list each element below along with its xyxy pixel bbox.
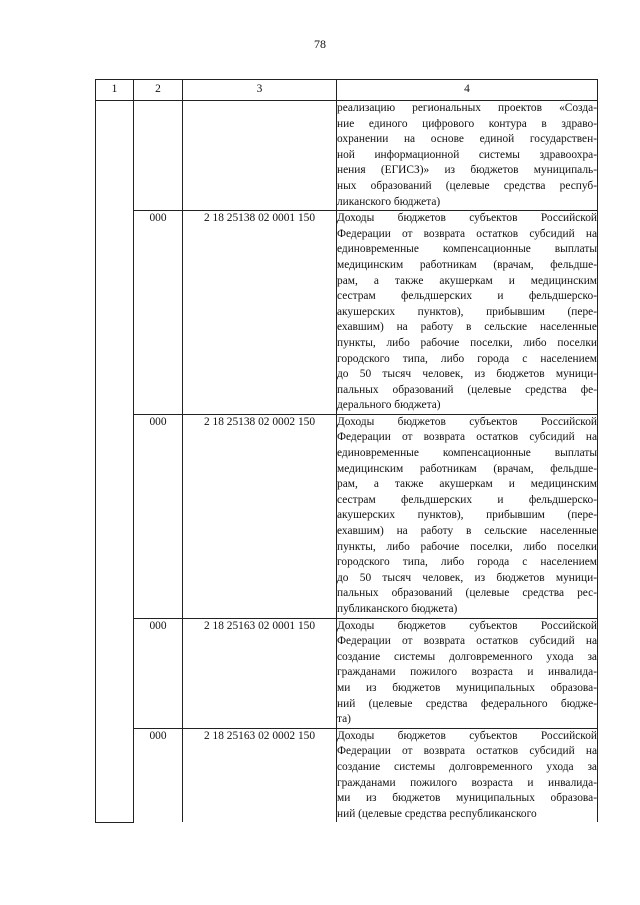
admin-code-cell: [134, 101, 183, 211]
description-line: гражданами пожилого возраста и инвалида-: [337, 776, 597, 789]
table-body: [96, 101, 598, 823]
description-line: до 50 тысяч человек, из бюджетов муници-: [337, 368, 597, 381]
description-line: ехавшим) на работу в сельские населенные: [337, 525, 597, 538]
description-line: ликанского бюджета): [337, 195, 441, 208]
table-row: [96, 728, 598, 822]
budget-classification-code-cell: 2 18 25163 02 0002 150: [183, 728, 337, 822]
table-row: [96, 414, 598, 618]
description-line: пальных образований (целевые средства фе-: [337, 383, 597, 396]
description-line: пункты, либо рабочие поселки, либо поселки: [337, 540, 597, 553]
description-line: дерального бюджета): [337, 399, 441, 412]
description-line: та): [337, 713, 351, 726]
description-line: Доходы бюджетов субъектов Российской: [337, 729, 597, 742]
description-line: Доходы бюджетов субъектов Российской: [337, 415, 597, 428]
description-line: пальных образований (целевые средства рес-: [337, 587, 597, 600]
description-line: сестрам фельдшерских и фельдшерско-: [337, 290, 597, 303]
description-line: акушерских пунктов), прибывшим (пере-: [337, 305, 597, 318]
description-line: создание системы долговременного ухода за: [337, 760, 597, 773]
description-line: реализацию региональных проектов «Созда-: [337, 102, 597, 114]
revenue-description-cell: [337, 728, 598, 822]
description-line: ной информационной системы здравоохра-: [337, 148, 597, 161]
description-line: ехавшим) на работу в сельские населенные: [337, 321, 597, 334]
description-line: акушерских пунктов), прибывшим (пере-: [337, 509, 597, 522]
description-line: Федерации от возврата остатков субсидий на: [337, 745, 597, 758]
description-line: Доходы бюджетов субъектов Российской: [337, 212, 597, 225]
budget-classification-code-cell: 2 18 25138 02 0002 150: [183, 414, 337, 618]
revenue-description-cell: [337, 618, 598, 728]
description-line: единовременные компенсационные выплаты: [337, 447, 597, 460]
description-line: нения (ЕГИСЗ)» из бюджетов муниципаль-: [337, 164, 597, 177]
table-header-row: [96, 80, 598, 101]
description-line: рам, а также акушеркам и медицинским: [337, 478, 597, 491]
table-row: [96, 211, 598, 415]
column-1-cell: [96, 101, 134, 823]
admin-code-cell: 000: [134, 414, 183, 618]
description-line: рам, а также акушеркам и медицинским: [337, 274, 597, 287]
revenue-description-cell: [337, 414, 598, 618]
description-line: ний (целевые средства республиканского: [337, 807, 537, 820]
description-line: городского типа, либо города с населением: [337, 556, 597, 569]
description-line: городского типа, либо города с населением: [337, 352, 597, 365]
description-line: сестрам фельдшерских и фельдшерско-: [337, 493, 597, 506]
table-row: [96, 101, 598, 211]
budget-revenue-table: [95, 79, 598, 823]
description-line: ний (целевые средства федерального бюдже-: [337, 697, 597, 710]
description-line: ние единого цифрового контура в здраво-: [337, 117, 597, 130]
table-row: [96, 618, 598, 728]
description-line: ми из бюджетов муниципальных образова-: [337, 792, 597, 805]
revenue-description-cell: [337, 101, 598, 211]
description-line: создание системы долговременного ухода за: [337, 650, 597, 663]
description-line: гражданами пожилого возраста и инвалида-: [337, 666, 597, 679]
description-line: медицинским работникам (врачам, фельдше-: [337, 462, 597, 475]
admin-code-cell: 000: [134, 728, 183, 822]
budget-classification-code-cell: 2 18 25163 02 0001 150: [183, 618, 337, 728]
budget-classification-code-cell: [183, 101, 337, 211]
description-line: медицинским работникам (врачам, фельдше-: [337, 258, 597, 271]
revenue-description-cell: [337, 211, 598, 415]
column-header-1: 1: [96, 80, 134, 101]
admin-code-cell: 000: [134, 618, 183, 728]
page-number: 78: [314, 37, 326, 51]
column-header-4: 4: [337, 80, 598, 101]
description-line: пункты, либо рабочие поселки, либо поселки: [337, 336, 597, 349]
column-header-2: 2: [134, 80, 183, 101]
budget-classification-code-cell: 2 18 25138 02 0001 150: [183, 211, 337, 415]
description-line: Доходы бюджетов субъектов Российской: [337, 619, 597, 632]
description-line: Федерации от возврата остатков субсидий на: [337, 635, 597, 648]
description-line: единовременные компенсационные выплаты: [337, 243, 597, 256]
description-line: Федерации от возврата остатков субсидий на: [337, 227, 597, 240]
description-line: ми из бюджетов муниципальных образова-: [337, 681, 597, 694]
description-line: охранении на основе единой государствен-: [337, 133, 597, 146]
description-line: ных образований (целевые средства респуб-: [337, 179, 597, 192]
description-line: до 50 тысяч человек, из бюджетов муници-: [337, 571, 597, 584]
description-line: Федерации от возврата остатков субсидий на: [337, 431, 597, 444]
description-line: публиканского бюджета): [337, 603, 458, 615]
admin-code-cell: 000: [134, 211, 183, 415]
column-header-3: 3: [183, 80, 337, 101]
